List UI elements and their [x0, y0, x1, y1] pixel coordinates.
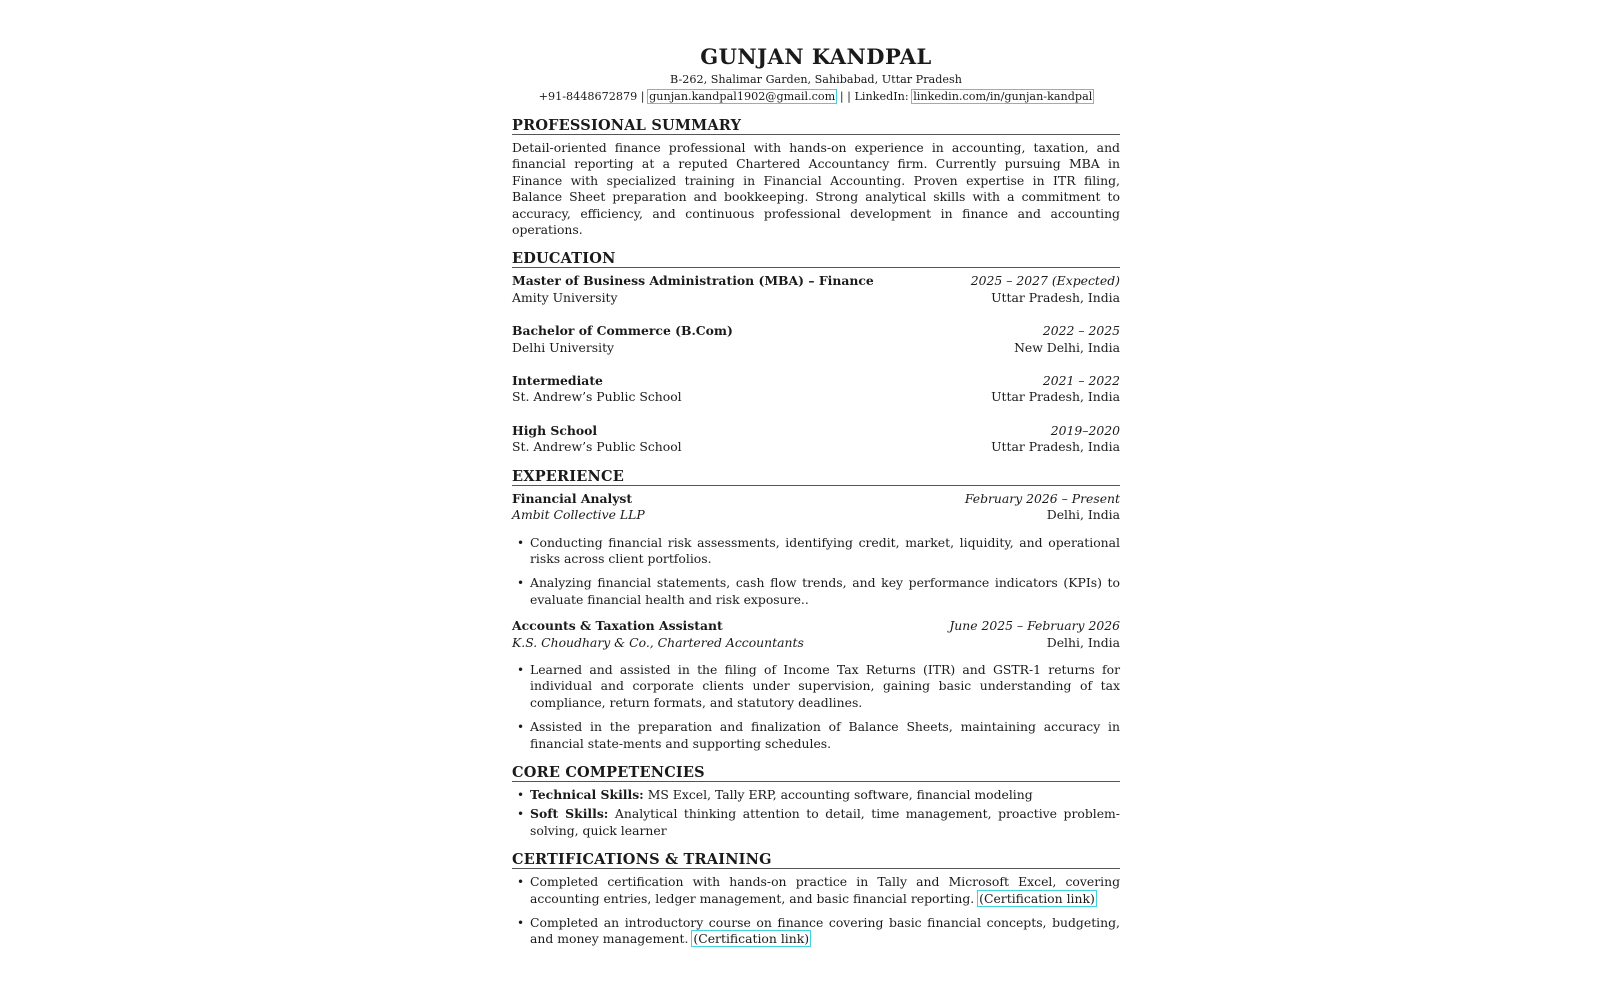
degree: Intermediate [512, 373, 603, 389]
dates: June 2025 – February 2026 [949, 618, 1120, 634]
section-title: CORE COMPETENCIES [512, 764, 1120, 782]
location: Delhi, India [1046, 634, 1120, 650]
dates: 2019–2020 [1050, 422, 1120, 438]
skill-text: MS Excel, Tally ERP, accounting software, financial modeling [643, 786, 1033, 802]
location: Uttar Pradesh, India [991, 439, 1120, 455]
bullet-list [512, 787, 1120, 839]
resume-page [512, 44, 1120, 956]
skill-label: Technical Skills: [530, 786, 644, 802]
email-link[interactable]: gunjan.kandpal1902@gmail.com [649, 89, 836, 103]
dates: 2022 – 2025 [1042, 323, 1120, 339]
skill-text: Analytical thinking attention to detail, time management, proactive problem-solving, quick learner [530, 806, 1120, 838]
degree: Master of Business Administration (MBA) – Finance [512, 273, 874, 289]
list-item [512, 915, 1120, 948]
list-item [512, 787, 1120, 803]
location: Delhi, India [1046, 507, 1120, 523]
education-entry [512, 273, 1120, 306]
section-title: EXPERIENCE [512, 468, 1120, 486]
certification-text: Completed certification with hands-on practice in Tally and Microsoft Excel, covering accounting entries, ledger management, and basic financial reporting. [530, 874, 1120, 906]
job-role: Accounts & Taxation Assistant [512, 618, 723, 634]
company: Ambit Collective LLP [512, 507, 645, 523]
list-item: • Learned and assisted in the filing of Income Tax Returns (ITR) and GSTR-1 returns for individual and corporate clients under supervision, gaining basic understanding of tax compliance, return formats, and statutory deadlines. [512, 662, 1120, 711]
education-section [512, 250, 1120, 455]
competencies-section [512, 764, 1120, 839]
address-line: B-262, Shalimar Garden, Sahibabad, Uttar Pradesh [670, 73, 962, 86]
certifications-section [512, 851, 1120, 948]
bullet-list [512, 535, 1120, 609]
list-item [512, 806, 1120, 839]
certification-text: Completed an introductory course on finance covering basic financial concepts, budgeting, and money management. [530, 915, 1120, 947]
location: Uttar Pradesh, India [991, 389, 1120, 405]
phone-number: +91-8448672879 [538, 89, 638, 103]
dates: February 2026 – Present [964, 490, 1120, 506]
bullet-list [512, 662, 1120, 752]
list-item: • Assisted in the preparation and finalization of Balance Sheets, maintaining accuracy in financial state-ments and supporting schedules. [512, 719, 1120, 752]
summary-section [512, 117, 1120, 238]
dates: 2021 – 2022 [1042, 373, 1120, 389]
education-entry [512, 373, 1120, 406]
certification-link[interactable]: (Certification link) [693, 931, 810, 947]
candidate-name: GUNJAN KANDPAL [700, 44, 932, 69]
contact-line [512, 89, 1120, 106]
degree: Bachelor of Commerce (B.Com) [512, 323, 733, 339]
list-item: • Conducting financial risk assessments, identifying credit, market, liquidity, and operational risks across client portfolios. [512, 535, 1120, 568]
summary-text: Detail-oriented finance professional with hands-on experience in accounting, taxation, and financial reporting at a reputed Chartered Accountancy firm. Currently pursuing MBA in Finance with specialized training in Financial Accounting. Proven expertise in ITR filing, Balance Sheet preparation and bookkeeping. Strong analytical skills with a commitment to accuracy, efficiency, and continuous professional development in finance and accounting operations. [512, 140, 1120, 238]
job-role: Financial Analyst [512, 490, 633, 506]
degree: High School [512, 422, 598, 438]
separator: | [637, 89, 649, 103]
list-item: • Analyzing financial statements, cash flow trends, and key performance indicators (KPIs) to evaluate financial health and risk exposure.. [512, 575, 1120, 608]
linkedin-label: | | LinkedIn: [836, 89, 913, 103]
experience-entry [512, 618, 1120, 752]
education-entry [512, 323, 1120, 356]
experience-section [512, 468, 1120, 752]
company: K.S. Choudhary & Co., Chartered Accountants [512, 634, 804, 650]
dates: 2025 – 2027 (Expected) [970, 273, 1120, 289]
linkedin-link[interactable]: linkedin.com/in/gunjan-kandpal [913, 89, 1093, 103]
skill-label: Soft Skills: [530, 806, 609, 822]
list-item [512, 874, 1120, 907]
section-title: PROFESSIONAL SUMMARY [512, 117, 1120, 135]
bullet-list [512, 874, 1120, 948]
school: Amity University [512, 289, 618, 305]
education-entry [512, 423, 1120, 456]
section-title: EDUCATION [512, 250, 1120, 268]
certification-link[interactable]: (Certification link) [979, 890, 1095, 906]
location: Uttar Pradesh, India [991, 289, 1120, 305]
experience-entry [512, 491, 1120, 608]
school: St. Andrew’s Public School [512, 439, 682, 455]
school: St. Andrew’s Public School [512, 389, 682, 405]
school: Delhi University [512, 339, 615, 355]
location: New Delhi, India [1014, 339, 1120, 355]
section-title: CERTIFICATIONS & TRAINING [512, 851, 1120, 869]
